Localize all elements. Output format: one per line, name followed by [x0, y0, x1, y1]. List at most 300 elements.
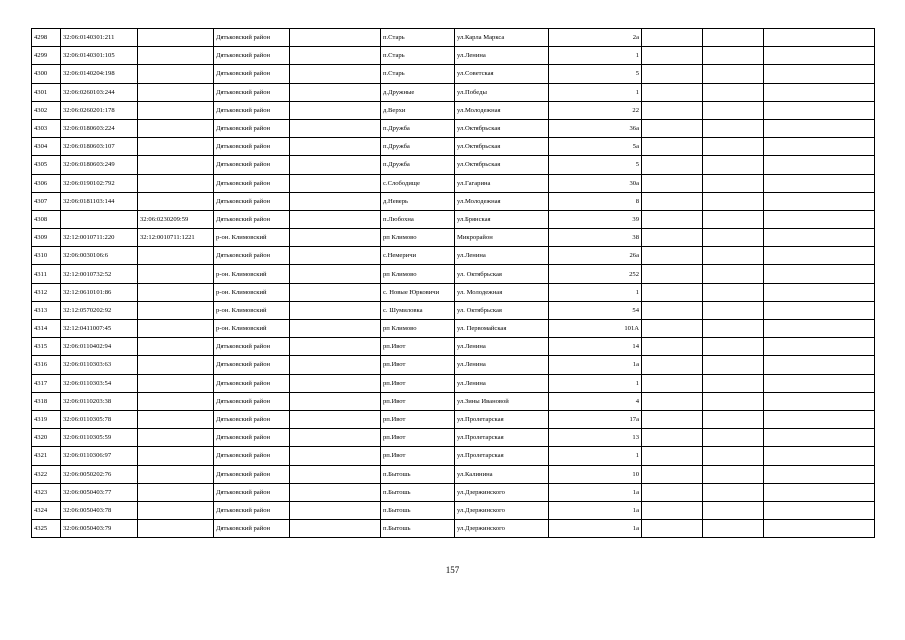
cell-cadastral-number-2	[138, 520, 214, 538]
cell-district: Дятьковский район	[214, 156, 290, 174]
cell-extra-column-1	[642, 301, 703, 319]
table-row	[32, 429, 875, 447]
cell-extra-column-2	[703, 410, 764, 428]
cell-extra-column-1	[642, 138, 703, 156]
cell-house-number: 22	[549, 101, 642, 119]
cell-house-number: 8	[549, 192, 642, 210]
table-row	[32, 356, 875, 374]
cell-row-number: 4303	[32, 119, 61, 137]
cell-row-number: 4323	[32, 483, 61, 501]
cell-district: Дятьковский район	[214, 501, 290, 519]
cell-row-number: 4313	[32, 301, 61, 319]
cell-blank-column	[290, 265, 381, 283]
cell-row-number: 4317	[32, 374, 61, 392]
cell-street: ул.Пролетарская	[455, 447, 549, 465]
cell-extra-column-3	[764, 501, 875, 519]
property-registry-table	[31, 28, 875, 538]
cell-extra-column-2	[703, 374, 764, 392]
cell-district: Дятьковский район	[214, 483, 290, 501]
cell-blank-column	[290, 229, 381, 247]
cell-cadastral-number-2	[138, 320, 214, 338]
cell-cadastral-number-2	[138, 483, 214, 501]
cell-cadastral-number	[61, 210, 138, 228]
cell-settlement: п.Дружба	[381, 119, 455, 137]
cell-street: ул. Октябрьская	[455, 301, 549, 319]
cell-extra-column-1	[642, 338, 703, 356]
cell-district: Дятьковский район	[214, 392, 290, 410]
cell-blank-column	[290, 119, 381, 137]
cell-row-number: 4302	[32, 101, 61, 119]
cell-cadastral-number: 32:06:0110305:59	[61, 429, 138, 447]
cell-settlement: с.Немеричи	[381, 247, 455, 265]
cell-extra-column-2	[703, 247, 764, 265]
cell-cadastral-number-2	[138, 156, 214, 174]
cell-row-number: 4305	[32, 156, 61, 174]
cell-blank-column	[290, 320, 381, 338]
cell-cadastral-number: 32:06:0110306:97	[61, 447, 138, 465]
cell-blank-column	[290, 101, 381, 119]
cell-street: ул.Ленина	[455, 247, 549, 265]
cell-street: ул.Молодежная	[455, 192, 549, 210]
cell-street: ул.Дзержинского	[455, 501, 549, 519]
cell-house-number: 30а	[549, 174, 642, 192]
table-row	[32, 501, 875, 519]
cell-blank-column	[290, 210, 381, 228]
cell-settlement: рп.Ивот	[381, 392, 455, 410]
cell-house-number: 1а	[549, 520, 642, 538]
table-row	[32, 210, 875, 228]
cell-row-number: 4306	[32, 174, 61, 192]
cell-extra-column-3	[764, 29, 875, 47]
cell-row-number: 4318	[32, 392, 61, 410]
cell-extra-column-1	[642, 320, 703, 338]
cell-extra-column-2	[703, 83, 764, 101]
cell-extra-column-3	[764, 374, 875, 392]
cell-extra-column-3	[764, 320, 875, 338]
cell-extra-column-3	[764, 392, 875, 410]
cell-extra-column-2	[703, 29, 764, 47]
cell-settlement: рп Климово	[381, 265, 455, 283]
cell-district: Дятьковский район	[214, 174, 290, 192]
cell-extra-column-2	[703, 65, 764, 83]
cell-cadastral-number-2	[138, 101, 214, 119]
cell-cadastral-number: 32:06:0260103:244	[61, 83, 138, 101]
table-row	[32, 229, 875, 247]
cell-blank-column	[290, 465, 381, 483]
cell-district: Дятьковский район	[214, 356, 290, 374]
cell-extra-column-3	[764, 410, 875, 428]
table-row	[32, 483, 875, 501]
cell-cadastral-number: 32:06:0110303:54	[61, 374, 138, 392]
cell-district: Дятьковский район	[214, 465, 290, 483]
cell-cadastral-number-2	[138, 174, 214, 192]
cell-district: Дятьковский район	[214, 374, 290, 392]
cell-settlement: п.Бытошь	[381, 501, 455, 519]
cell-extra-column-2	[703, 338, 764, 356]
cell-extra-column-2	[703, 47, 764, 65]
cell-extra-column-2	[703, 210, 764, 228]
table-row	[32, 101, 875, 119]
cell-blank-column	[290, 429, 381, 447]
cell-cadastral-number: 32:12:0610101:86	[61, 283, 138, 301]
cell-extra-column-1	[642, 483, 703, 501]
cell-house-number: 5	[549, 156, 642, 174]
cell-cadastral-number-2	[138, 410, 214, 428]
cell-extra-column-1	[642, 356, 703, 374]
cell-street: ул.Ленина	[455, 356, 549, 374]
cell-street: ул.Брянская	[455, 210, 549, 228]
cell-district: Дятьковский район	[214, 138, 290, 156]
cell-district: р-он. Климовский	[214, 229, 290, 247]
cell-row-number: 4315	[32, 338, 61, 356]
cell-extra-column-1	[642, 283, 703, 301]
cell-extra-column-2	[703, 429, 764, 447]
cell-cadastral-number: 32:06:0260201:178	[61, 101, 138, 119]
cell-extra-column-1	[642, 229, 703, 247]
cell-house-number: 4	[549, 392, 642, 410]
cell-street: ул.Октябрьская	[455, 156, 549, 174]
table-row	[32, 447, 875, 465]
cell-district: Дятьковский район	[214, 119, 290, 137]
cell-cadastral-number: 32:06:0110305:78	[61, 410, 138, 428]
cell-extra-column-3	[764, 429, 875, 447]
cell-row-number: 4300	[32, 65, 61, 83]
cell-extra-column-3	[764, 465, 875, 483]
cell-extra-column-2	[703, 283, 764, 301]
cell-street: ул.Дзержинского	[455, 483, 549, 501]
cell-extra-column-1	[642, 156, 703, 174]
cell-blank-column	[290, 283, 381, 301]
cell-extra-column-1	[642, 83, 703, 101]
cell-house-number: 2а	[549, 29, 642, 47]
cell-cadastral-number: 32:06:0190102:792	[61, 174, 138, 192]
cell-house-number: 5а	[549, 138, 642, 156]
cell-extra-column-2	[703, 229, 764, 247]
table-row	[32, 174, 875, 192]
cell-extra-column-3	[764, 138, 875, 156]
cell-district: Дятьковский район	[214, 429, 290, 447]
cell-extra-column-2	[703, 156, 764, 174]
cell-district: Дятьковский район	[214, 520, 290, 538]
cell-extra-column-3	[764, 101, 875, 119]
cell-row-number: 4299	[32, 47, 61, 65]
cell-extra-column-3	[764, 247, 875, 265]
cell-street: ул.Ленина	[455, 338, 549, 356]
cell-extra-column-1	[642, 192, 703, 210]
cell-cadastral-number-2	[138, 65, 214, 83]
cell-house-number: 10	[549, 465, 642, 483]
cell-house-number: 14	[549, 338, 642, 356]
cell-blank-column	[290, 29, 381, 47]
cell-district: Дятьковский район	[214, 29, 290, 47]
cell-cadastral-number-2	[138, 247, 214, 265]
cell-extra-column-1	[642, 410, 703, 428]
cell-cadastral-number: 32:06:0050202:76	[61, 465, 138, 483]
cell-district: Дятьковский район	[214, 192, 290, 210]
cell-district: р-он. Климовский	[214, 265, 290, 283]
cell-cadastral-number: 32:06:0180603:249	[61, 156, 138, 174]
cell-extra-column-3	[764, 301, 875, 319]
cell-house-number: 39	[549, 210, 642, 228]
cell-blank-column	[290, 47, 381, 65]
cell-extra-column-2	[703, 501, 764, 519]
table-row	[32, 119, 875, 137]
cell-row-number: 4307	[32, 192, 61, 210]
cell-cadastral-number: 32:06:0181103:144	[61, 192, 138, 210]
table-row	[32, 374, 875, 392]
cell-street: ул.Дзержинского	[455, 520, 549, 538]
cell-extra-column-2	[703, 465, 764, 483]
cell-settlement: рп.Ивот	[381, 374, 455, 392]
cell-district: Дятьковский район	[214, 83, 290, 101]
cell-extra-column-3	[764, 83, 875, 101]
cell-cadastral-number: 32:06:0110303:63	[61, 356, 138, 374]
cell-settlement: п.Старь	[381, 65, 455, 83]
cell-extra-column-2	[703, 320, 764, 338]
cell-house-number: 5	[549, 65, 642, 83]
cell-cadastral-number-2: 32:12:0010711:1221	[138, 229, 214, 247]
cell-settlement: рп Климово	[381, 229, 455, 247]
cell-house-number: 252	[549, 265, 642, 283]
cell-street: ул.Октябрьская	[455, 119, 549, 137]
cell-cadastral-number: 32:06:0050403:79	[61, 520, 138, 538]
cell-settlement: рп.Ивот	[381, 410, 455, 428]
cell-extra-column-1	[642, 101, 703, 119]
cell-row-number: 4311	[32, 265, 61, 283]
cell-street: ул.Советская	[455, 65, 549, 83]
cell-house-number: 1а	[549, 501, 642, 519]
cell-cadastral-number: 32:06:0180603:107	[61, 138, 138, 156]
cell-district: Дятьковский район	[214, 447, 290, 465]
cell-cadastral-number-2	[138, 465, 214, 483]
cell-row-number: 4319	[32, 410, 61, 428]
table-row	[32, 301, 875, 319]
cell-settlement: с.Слободище	[381, 174, 455, 192]
cell-extra-column-2	[703, 301, 764, 319]
cell-cadastral-number-2	[138, 447, 214, 465]
cell-extra-column-1	[642, 429, 703, 447]
table-row	[32, 83, 875, 101]
cell-extra-column-2	[703, 447, 764, 465]
cell-street: ул. Молодежная	[455, 283, 549, 301]
cell-row-number: 4310	[32, 247, 61, 265]
cell-cadastral-number-2	[138, 301, 214, 319]
cell-cadastral-number-2	[138, 119, 214, 137]
cell-cadastral-number-2	[138, 192, 214, 210]
cell-blank-column	[290, 83, 381, 101]
cell-row-number: 4325	[32, 520, 61, 538]
cell-cadastral-number-2	[138, 501, 214, 519]
table-row	[32, 520, 875, 538]
cell-extra-column-3	[764, 265, 875, 283]
cell-extra-column-3	[764, 174, 875, 192]
cell-settlement: рп.Ивот	[381, 338, 455, 356]
cell-blank-column	[290, 501, 381, 519]
cell-cadastral-number-2	[138, 29, 214, 47]
table-row	[32, 192, 875, 210]
cell-blank-column	[290, 174, 381, 192]
table-row	[32, 465, 875, 483]
cell-district: р-он. Климовский	[214, 320, 290, 338]
cell-row-number: 4324	[32, 501, 61, 519]
cell-blank-column	[290, 247, 381, 265]
cell-street: ул.Октябрьская	[455, 138, 549, 156]
cell-district: Дятьковский район	[214, 101, 290, 119]
cell-street: ул.Победы	[455, 83, 549, 101]
cell-row-number: 4316	[32, 356, 61, 374]
cell-row-number: 4314	[32, 320, 61, 338]
cell-cadastral-number: 32:12:0010711:220	[61, 229, 138, 247]
table-row	[32, 247, 875, 265]
cell-cadastral-number: 32:06:0110203:38	[61, 392, 138, 410]
cell-extra-column-2	[703, 138, 764, 156]
cell-settlement: д.Неверь	[381, 192, 455, 210]
cell-settlement: п.Бытошь	[381, 483, 455, 501]
cell-cadastral-number-2	[138, 138, 214, 156]
cell-cadastral-number: 32:12:0010732:52	[61, 265, 138, 283]
cell-house-number: 1	[549, 83, 642, 101]
cell-extra-column-1	[642, 447, 703, 465]
cell-street: ул.Гагарина	[455, 174, 549, 192]
cell-district: Дятьковский район	[214, 65, 290, 83]
cell-row-number: 4301	[32, 83, 61, 101]
cell-row-number: 4320	[32, 429, 61, 447]
cell-house-number: 1а	[549, 356, 642, 374]
cell-house-number: 54	[549, 301, 642, 319]
page-number: 157	[445, 565, 460, 575]
cell-extra-column-2	[703, 356, 764, 374]
cell-cadastral-number: 32:06:0050403:78	[61, 501, 138, 519]
table-row	[32, 65, 875, 83]
cell-extra-column-2	[703, 392, 764, 410]
cell-cadastral-number: 32:06:0140301:105	[61, 47, 138, 65]
cell-extra-column-3	[764, 483, 875, 501]
table-row	[32, 320, 875, 338]
cell-blank-column	[290, 338, 381, 356]
table-row	[32, 156, 875, 174]
cell-extra-column-3	[764, 283, 875, 301]
cell-cadastral-number-2	[138, 47, 214, 65]
cell-street: ул.Молодежная	[455, 101, 549, 119]
cell-house-number: 1	[549, 447, 642, 465]
cell-extra-column-1	[642, 465, 703, 483]
cell-settlement: п.Старь	[381, 29, 455, 47]
cell-extra-column-3	[764, 338, 875, 356]
cell-house-number: 26а	[549, 247, 642, 265]
cell-district: Дятьковский район	[214, 210, 290, 228]
cell-house-number: 1	[549, 47, 642, 65]
cell-cadastral-number-2	[138, 283, 214, 301]
cell-row-number: 4304	[32, 138, 61, 156]
cell-cadastral-number: 32:06:0140204:198	[61, 65, 138, 83]
cell-blank-column	[290, 192, 381, 210]
cell-settlement: п.Бытошь	[381, 465, 455, 483]
cell-house-number: 36а	[549, 119, 642, 137]
cell-extra-column-2	[703, 265, 764, 283]
cell-cadastral-number: 32:06:0180603:224	[61, 119, 138, 137]
cell-blank-column	[290, 483, 381, 501]
cell-extra-column-1	[642, 247, 703, 265]
cell-district: Дятьковский район	[214, 247, 290, 265]
cell-settlement: д.Верхи	[381, 101, 455, 119]
cell-cadastral-number-2	[138, 338, 214, 356]
cell-extra-column-1	[642, 520, 703, 538]
cell-street: ул.Карла Маркса	[455, 29, 549, 47]
cell-extra-column-3	[764, 447, 875, 465]
cell-street: ул. Первомайская	[455, 320, 549, 338]
cell-extra-column-2	[703, 174, 764, 192]
cell-cadastral-number-2	[138, 392, 214, 410]
cell-extra-column-2	[703, 483, 764, 501]
table-row	[32, 47, 875, 65]
cell-house-number: 1	[549, 283, 642, 301]
cell-house-number: 1	[549, 374, 642, 392]
cell-extra-column-3	[764, 119, 875, 137]
table-row	[32, 283, 875, 301]
cell-cadastral-number: 32:12:0570202:92	[61, 301, 138, 319]
cell-settlement: рп.Ивот	[381, 447, 455, 465]
cell-settlement: д.Дружные	[381, 83, 455, 101]
cell-extra-column-1	[642, 210, 703, 228]
cell-extra-column-1	[642, 501, 703, 519]
cell-blank-column	[290, 392, 381, 410]
cell-street: ул.Пролетарская	[455, 410, 549, 428]
cell-street: ул.Ленина	[455, 47, 549, 65]
cell-settlement: рп.Ивот	[381, 429, 455, 447]
cell-district: Дятьковский район	[214, 410, 290, 428]
table-body	[32, 29, 875, 538]
cell-extra-column-3	[764, 229, 875, 247]
cell-settlement: п.Дружба	[381, 156, 455, 174]
cell-cadastral-number-2: 32:06:0230209:59	[138, 210, 214, 228]
table-row	[32, 392, 875, 410]
cell-extra-column-3	[764, 47, 875, 65]
cell-settlement: п.Дружба	[381, 138, 455, 156]
cell-row-number: 4312	[32, 283, 61, 301]
cell-cadastral-number-2	[138, 83, 214, 101]
cell-blank-column	[290, 156, 381, 174]
cell-extra-column-3	[764, 356, 875, 374]
cell-row-number: 4298	[32, 29, 61, 47]
cell-extra-column-2	[703, 192, 764, 210]
cell-extra-column-3	[764, 210, 875, 228]
cell-settlement: с. Шумиловка	[381, 301, 455, 319]
cell-district: Дятьковский район	[214, 338, 290, 356]
cell-settlement: рп.Ивот	[381, 356, 455, 374]
cell-cadastral-number: 32:06:0030106:6	[61, 247, 138, 265]
cell-settlement: п.Старь	[381, 47, 455, 65]
cell-district: р-он. Климовский	[214, 301, 290, 319]
cell-extra-column-1	[642, 174, 703, 192]
cell-extra-column-3	[764, 192, 875, 210]
cell-blank-column	[290, 356, 381, 374]
cell-cadastral-number: 32:06:0050403:77	[61, 483, 138, 501]
cell-extra-column-1	[642, 65, 703, 83]
cell-house-number: 101А	[549, 320, 642, 338]
cell-cadastral-number-2	[138, 356, 214, 374]
cell-blank-column	[290, 447, 381, 465]
cell-street: ул.Зины Ивановой	[455, 392, 549, 410]
table-row	[32, 138, 875, 156]
cell-row-number: 4322	[32, 465, 61, 483]
cell-street: ул. Октябрьская	[455, 265, 549, 283]
cell-extra-column-3	[764, 520, 875, 538]
table-row	[32, 338, 875, 356]
cell-district: Дятьковский район	[214, 47, 290, 65]
cell-street: ул.Ленина	[455, 374, 549, 392]
cell-blank-column	[290, 65, 381, 83]
cell-street: ул.Пролетарская	[455, 429, 549, 447]
